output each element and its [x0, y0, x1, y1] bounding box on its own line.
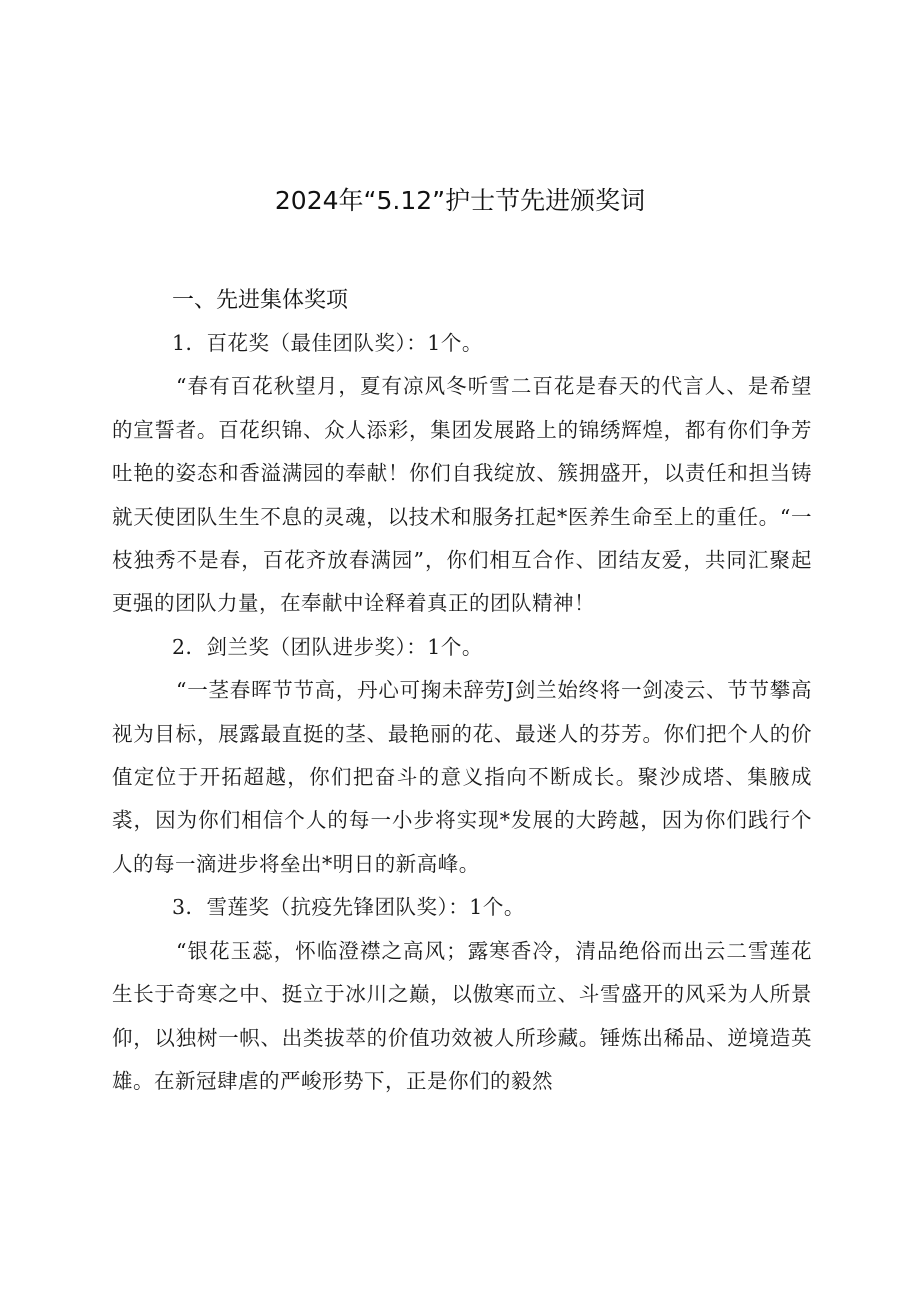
document-body [112, 322, 812, 1103]
award-title-baihua: 1．百花奖（最佳团队奖）：1个。 [172, 331, 483, 355]
award-title-xuelian: 3．雪莲奖（抗疫先锋团队奖）：1个。 [172, 895, 525, 920]
section-heading: 一、先进集体奖项 [172, 288, 349, 313]
award-citation-jianlan: “一茎春晖节节高，丹心可掬未辞劳J剑兰始终将一剑凌云、节节攀高视为目标，展露最直挺的茎、最艳丽的花、最迷人的芬芳。你们把个人的价值定位于开拓超越，你们把奋斗的意义指向不断成长。聚沙成塔、集腋成裘，因为你们相信个人的每一小步将实现*发展的大跨越，因为你们践行个人的每一滴进步将垒出*明日的新高峰。 [112, 678, 812, 876]
award-citation-baihua: “春有百花秋望月，夏有凉风冬听雪二百花是春天的代言人、是希望的宣誓者。百花织锦、众人添彩，集团发展路上的锦绣辉煌，都有你们争芳吐艳的姿态和香溢满园的奉献！你们自我绽放、簇拥盛开，以责任和担当铸就天使团队生生不息的灵魂，以技术和服务扛起*医养生命至上的重任。“一枝独秀不是春，百花齐放春满园”，你们相互合作、团结友爱，共同汇聚起更强的团队力量，在奉献中诠释着真正的团队精神！ [112, 374, 812, 616]
document-title: 2024年“5.12”护士节先进颁奖词 [274, 186, 646, 215]
award-title-jianlan: 2．剑兰奖（团队进步奖）：1个。 [172, 634, 483, 659]
award-citation-xuelian: “银花玉蕊，怀临澄襟之高风；露寒香冷，清品绝俗而出云二雪莲花生长于奇寒之中、挺立于冰川之巅，以傲寒而立、斗雪盛开的风采为人所景仰，以独树一帜、出类拔萃的价值功效被人所珍藏。锤炼出稀品、逆境造英雄。在新冠肆虐的严峻形势下，正是你们的毅然 [112, 938, 812, 1093]
